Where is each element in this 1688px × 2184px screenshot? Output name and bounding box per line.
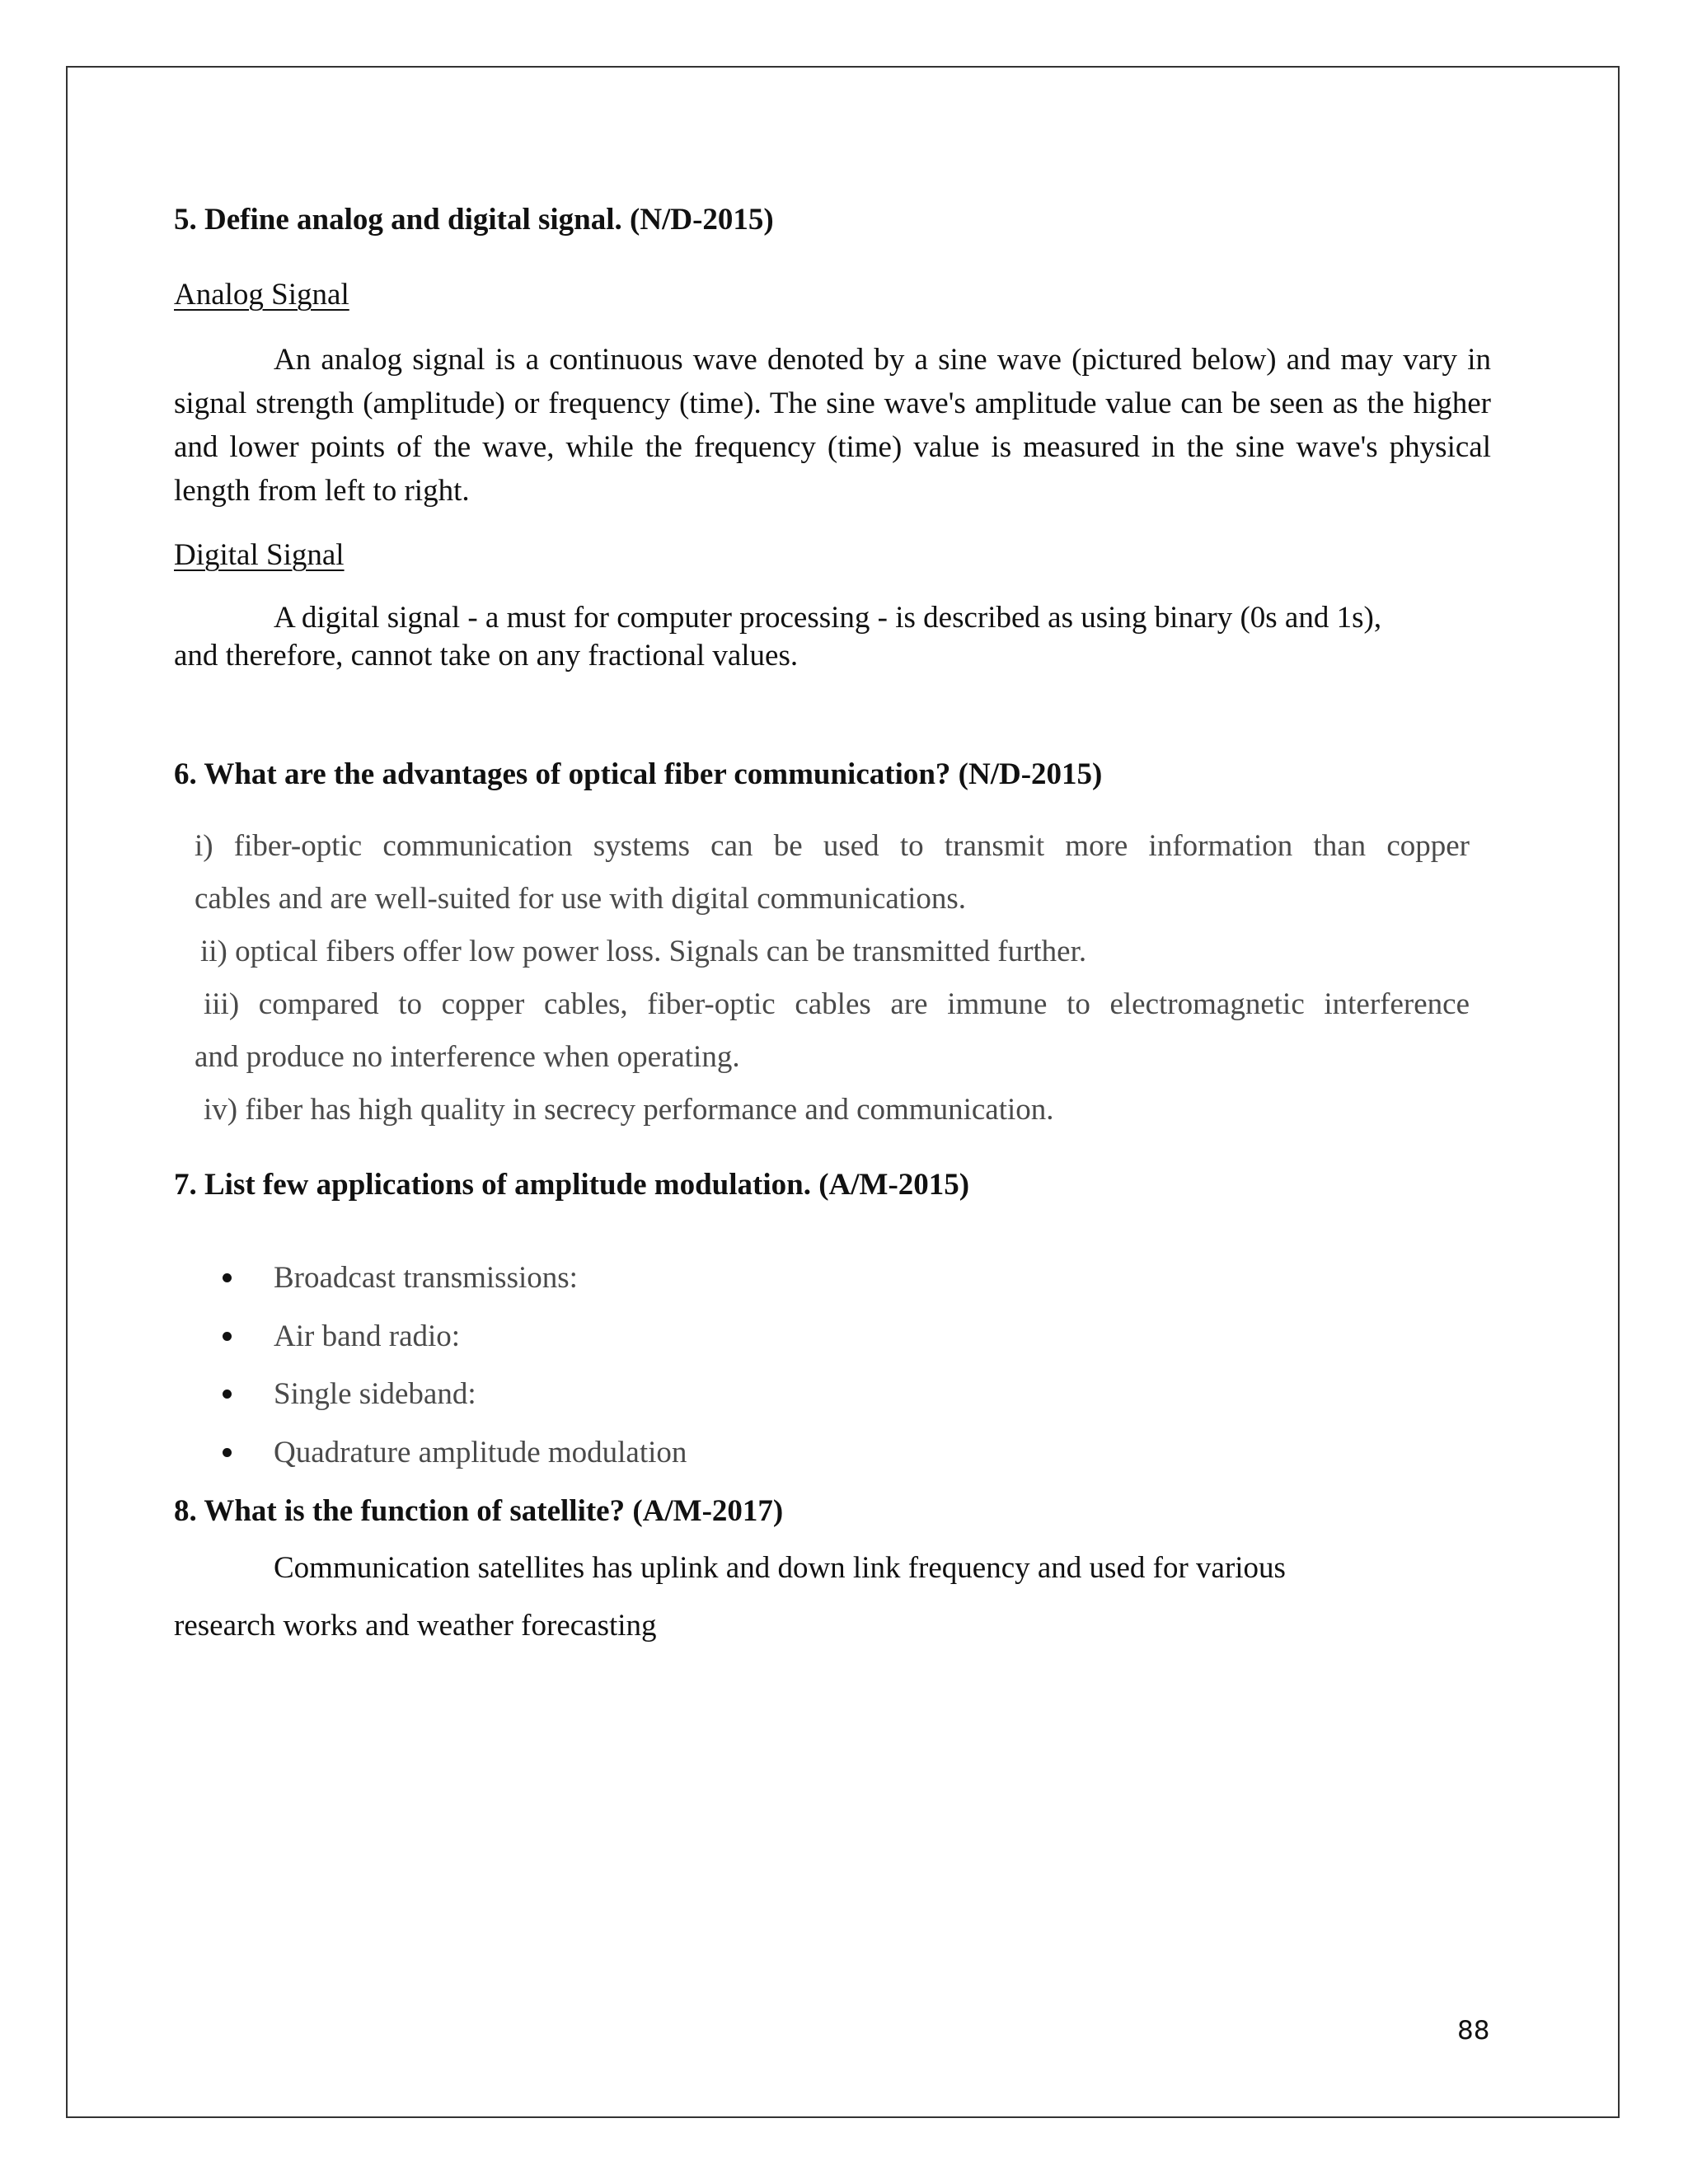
q6-heading: 6. What are the advantages of optical fiber communication? (N/D-2015) (174, 757, 1103, 791)
bullet-icon (223, 1332, 232, 1341)
advantages-list (195, 820, 1470, 1137)
digital-signal-title-text: Digital Signal (174, 538, 345, 572)
analog-signal-title (174, 275, 1493, 315)
list-item-text: Single sideband: (274, 1377, 476, 1411)
page-number: 88 (1457, 2016, 1490, 2046)
bullet-icon (223, 1273, 232, 1282)
bullet-icon (223, 1448, 232, 1457)
advantage-1-line-1: i) fiber-optic communication systems can be used to transmit more information than copper (195, 829, 1470, 863)
digital-signal-line-2: and therefore, cannot take on any fractional values. (174, 639, 799, 673)
satellite-answer-line-2: research works and weather forecasting (174, 1609, 657, 1643)
satellite-answer (174, 1540, 1493, 1655)
q5-heading: 5. Define analog and digital signal. (N/D-2015) (174, 203, 774, 237)
list-item-text: Air band radio: (274, 1319, 461, 1353)
analog-signal-paragraph: An analog signal is a continuous wave denoted by a sine wave (pictured below) and may vary in signal strength (amplitude) or frequency (time). The sine wave's amplitude value can be seen as the higher and lower points of the wave, while the frequency (time) value is measured in the sine wave's physical length from left to right. (174, 343, 1491, 508)
advantage-3-line-1: iii) compared to copper cables, fiber-optic cables are immune to electromagnetic interference (204, 987, 1470, 1021)
bullet-icon (223, 1390, 232, 1399)
list-item-text: Broadcast transmissions: (274, 1261, 578, 1295)
advantage-3-line-2: and produce no interference when operating. (195, 1040, 740, 1074)
digital-signal-paragraph (174, 599, 1493, 675)
analog-signal-title-text: Analog Signal (174, 278, 349, 312)
advantage-4: iv) fiber has high quality in secrecy performance and communication. (204, 1093, 1054, 1127)
digital-signal-title (174, 536, 1493, 575)
q7-heading: 7. List few applications of amplitude modulation. (A/M-2015) (174, 1168, 970, 1202)
advantage-2: ii) optical fibers offer low power loss. Signals can be transmitted further. (200, 935, 1087, 968)
satellite-answer-line-1: Communication satellites has uplink and down link frequency and used for various (274, 1551, 1286, 1585)
digital-signal-line-1: A digital signal - a must for computer processing - is described as using binary (0s and 1s), (274, 601, 1382, 635)
list-item-text: Quadrature amplitude modulation (274, 1436, 687, 1469)
advantage-1-line-2: cables and are well-suited for use with digital communications. (195, 882, 967, 916)
q8-heading: 8. What is the function of satellite? (A/M-2017) (174, 1494, 784, 1528)
